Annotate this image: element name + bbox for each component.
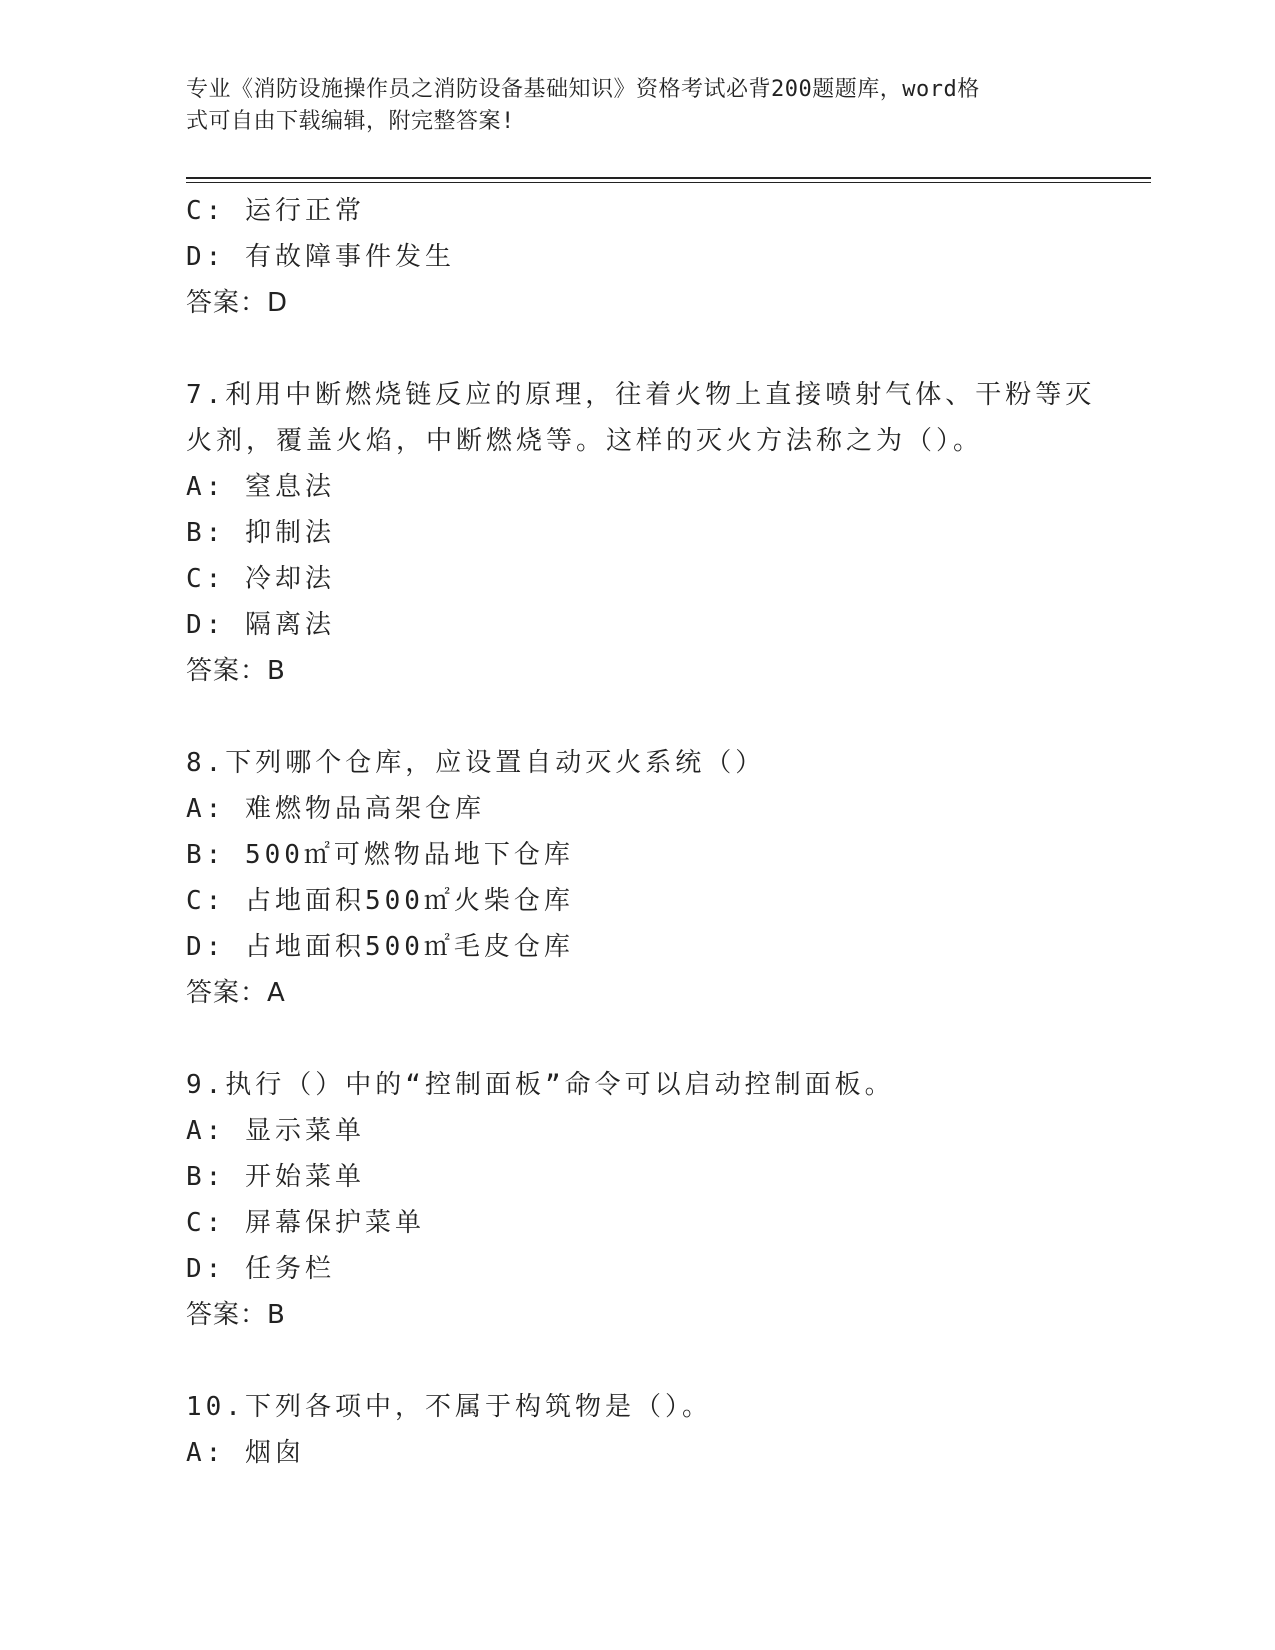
- option-b: B: 500㎡可燃物品地下仓库: [186, 840, 574, 870]
- spacer: [186, 1338, 1086, 1384]
- option-d: D: 占地面积500㎡毛皮仓库: [186, 932, 574, 962]
- option-c: C: 冷却法: [186, 564, 335, 594]
- option-a: A: 显示菜单: [186, 1116, 365, 1146]
- option-d: D: 任务栏: [186, 1254, 335, 1284]
- question-10: [186, 1384, 1086, 1476]
- option-d: D: 隔离法: [186, 610, 335, 640]
- question-9: [186, 1062, 1086, 1338]
- option-c: C: 屏幕保护菜单: [186, 1208, 425, 1238]
- answer-line: 答案：B: [186, 1300, 286, 1330]
- answer-line: 答案：A: [186, 978, 286, 1008]
- header-divider-thin: [186, 182, 1151, 183]
- question-7: [186, 372, 1096, 694]
- option-a: A: 难燃物品高架仓库: [186, 794, 485, 824]
- document-header: [186, 74, 1066, 138]
- question-stem: 7.利用中断燃烧链反应的原理，往着火物上直接喷射气体、干粉等灭: [186, 380, 1096, 410]
- answer-line: 答案：D: [186, 288, 289, 318]
- spacer: [186, 326, 1086, 372]
- answer-line: 答案：B: [186, 656, 286, 686]
- spacer: [186, 694, 1086, 740]
- header-line-2: 式可自由下载编辑，附完整答案!: [186, 109, 515, 134]
- question-stem: 9.执行（）中的“控制面板”命令可以启动控制面板。: [186, 1070, 895, 1100]
- option-a: A: 窒息法: [186, 472, 335, 502]
- option-d: D: 有故障事件发生: [186, 242, 455, 272]
- question-content: [186, 188, 1096, 1476]
- option-b: B: 抑制法: [186, 518, 335, 548]
- question-stem: 8.下列哪个仓库，应设置自动灭火系统（）: [186, 748, 766, 778]
- option-c: C: 占地面积500㎡火柴仓库: [186, 886, 574, 916]
- header-divider-thick: [186, 177, 1151, 179]
- question-stem: 火剂，覆盖火焰，中断燃烧等。这样的灭火方法称之为（）。: [186, 426, 984, 456]
- question-stem: 10.下列各项中，不属于构筑物是（）。: [186, 1392, 712, 1422]
- option-a: A: 烟囱: [186, 1438, 305, 1468]
- option-c: C: 运行正常: [186, 196, 365, 226]
- spacer: [186, 1016, 1086, 1062]
- question-8: [186, 740, 1086, 1016]
- option-b: B: 开始菜单: [186, 1162, 365, 1192]
- header-line-1: 专业《消防设施操作员之消防设备基础知识》资格考试必背200题题库，word格: [186, 77, 980, 102]
- question-6-tail: [186, 188, 1086, 326]
